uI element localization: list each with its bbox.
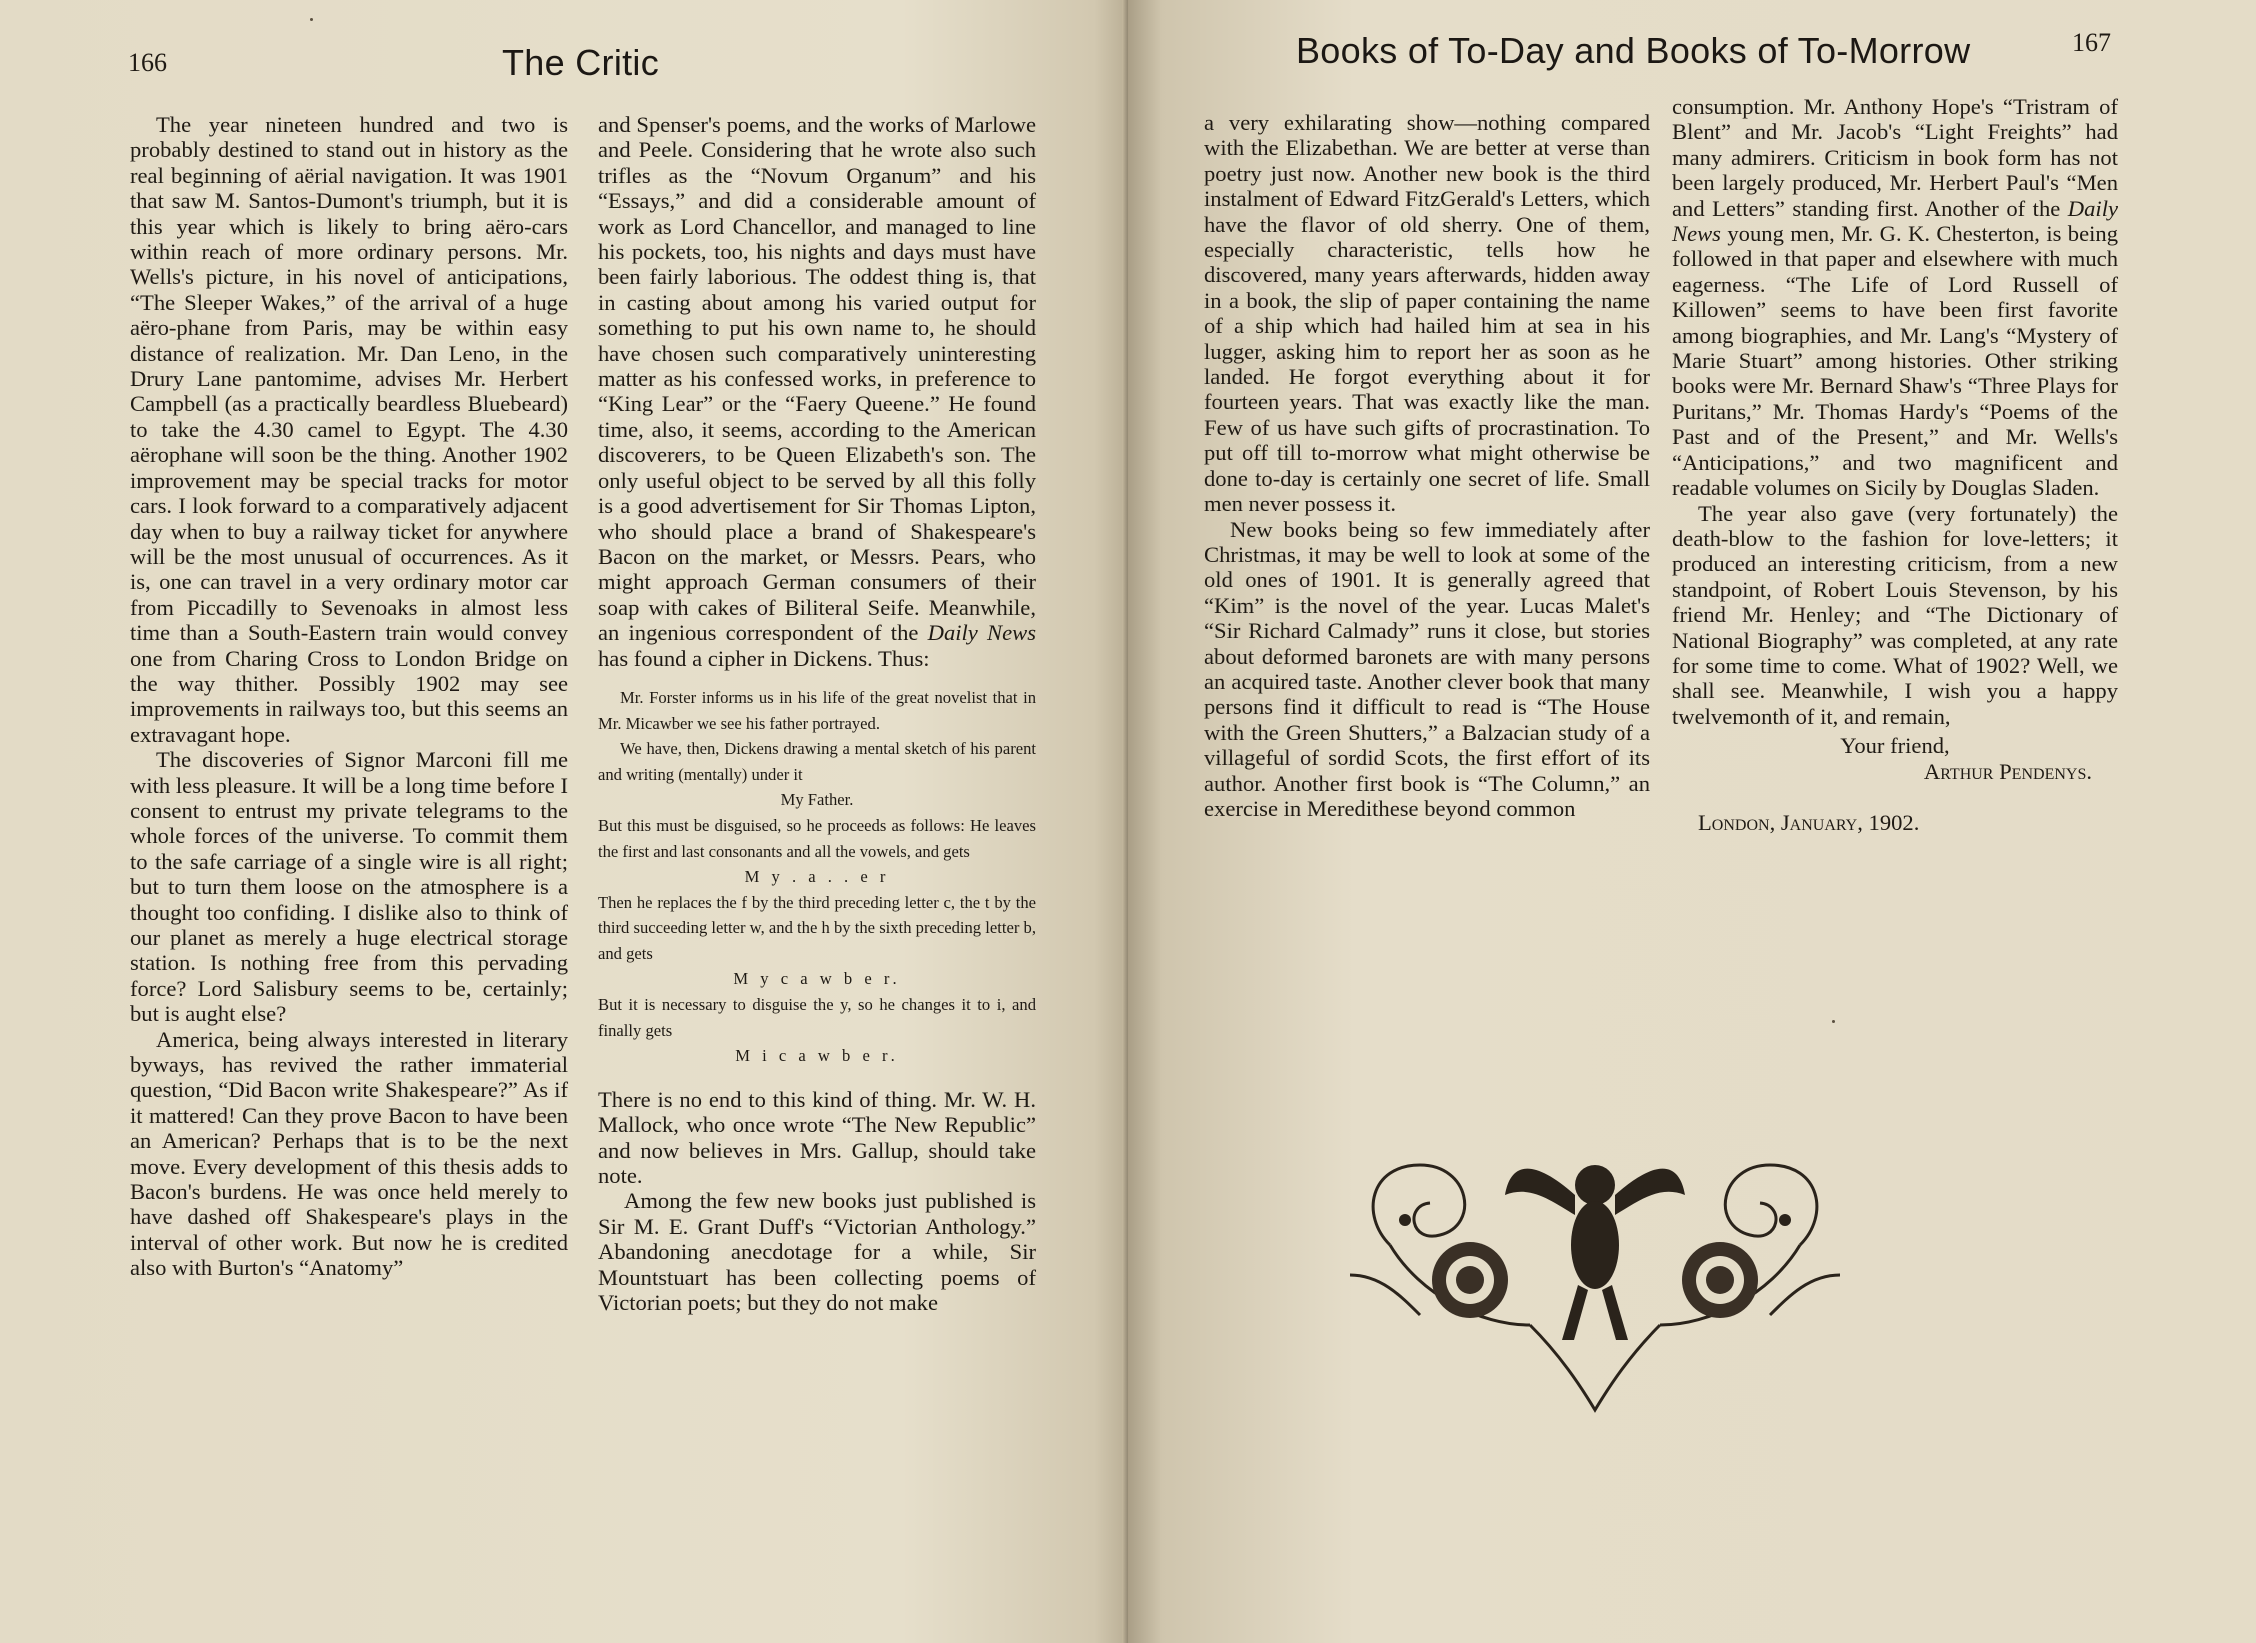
cherub-scroll-ornament-icon <box>1330 1125 1860 1415</box>
quote-paragraph: We have, then, Dickens drawing a mental sketch of his parent and writing (mentally) under it <box>598 739 1036 784</box>
paper-speck <box>310 18 313 21</box>
left-column-1 <box>130 112 568 1281</box>
dateline: London, January, 1902. <box>1698 809 1920 835</box>
quote-centered: M i c a w b e r. <box>735 1046 899 1066</box>
page-number-left: 166 <box>128 48 167 77</box>
paragraph: consumption. Mr. Anthony Hope's “Tristram of Blent” and Mr. Jacob's “Light Freights” had many admirers. Criticism in book form has not been largely produced, Mr. Herbert Paul's “Men and Letters” standing first. Another of the Daily News young men, Mr. G. K. Chesterton, is being followed in that paper and elsewhere with much eagerness. “The Life of Lord Russell of Killowen” seems to have been first favorite among biographies, and Mr. Lang's “Mystery of Marie Stuart” among histories. Other striking books were Mr. Bernard Shaw's “Three Plays for Puritans,” Mr. Thomas Hardy's “Poems of the Past and of the Present,” and Mr. Wells's “Anticipations,” and two magnificent and readable volumes on Sicily by Douglas Sladen. <box>1672 94 2118 501</box>
signature: Arthur Pendenys. <box>1923 758 2092 784</box>
paper-speck <box>1832 1020 1835 1023</box>
paragraph: The discoveries of Signor Marconi fill me with less pleasure. It will be a long time before I consent to entrust my private telegrams to the whole forces of the universe. To commit them to the safe carriage of a single wire is all right; but to turn them loose on the atmosphere is a thought too confiding. I dislike also to think of our planet as merely a huge electrical storage station. Is nothing free from this pervading force? Lord Salisbury seems to be, certainly; but is aught else? <box>130 747 568 1027</box>
quote-paragraph: Then he replaces the f by the third preceding letter c, the t by the third succeeding letter w, and the h by the sixth preceding letter b, and gets <box>598 892 1036 963</box>
page-number-right: 167 <box>2072 28 2111 57</box>
quote-paragraph: But it is necessary to disguise the y, so he changes it to i, and finally gets <box>598 995 1036 1040</box>
quote-centered: M y . a . . e r <box>744 867 890 887</box>
paragraph: New books being so few immediately after Christmas, it may be well to look at some of the old ones of 1901. It is generally agreed that “Kim” is the novel of the year. Lucas Malet's “Sir Richard Calmady” runs it close, but stories about deformed baronets are with many persons an acquired taste. Another clever book that many persons find it difficult to read is “The House with the Green Shutters,” a Balzacian study of a villageful of sordid Scots, the first effort of its author. Another first book is “The Column,” an exercise in Meredithese beyond common <box>1204 516 1650 821</box>
paragraph: Among the few new books just published is Sir M. E. Grant Duff's “Victorian Anthology.” Abandoning anecdotage for a while, Sir Mountstuart has been collecting poems of Victorian poets; but they do not make <box>598 1188 1036 1316</box>
paragraph: The year nineteen hundred and two is probably destined to stand out in history as the real beginning of aërial navigation. It was 1901 that saw M. Santos-Dumont's triumph, but it is this year which is likely to bring aëro-cars within reach of more ordinary persons. Mr. Wells's picture, in his novel of anticipations, “The Sleeper Wakes,” of the arrival of a huge aëro-phane from Paris, may be within easy distance of realization. Mr. Dan Leno, in the Drury Lane pantomime, advises Mr. Herbert Campbell (as a practically beardless Bluebeard) to take the 4.30 camel to Egypt. The 4.30 aërophane will soon be the thing. Another 1902 improvement may be special tracks for motor cars. I look forward to a comparatively adjacent day when to buy a railway ticket for anywhere will be the most unusual of occurrences. As it is, one can travel in a very ordinary motor car from Piccadilly to Sevenoaks in almost less time than a South-Eastern train would convey one from Charing Cross to London Bridge on the way thither. Possibly 1902 may see improvements in railways too, but this seems an extravagant hope. <box>130 112 568 747</box>
running-head-left: The Critic <box>502 42 660 83</box>
right-column-1 <box>1204 110 1650 821</box>
quote-centered: M y c a w b e r. <box>733 969 901 989</box>
paragraph: and Spenser's poems, and the works of Marlowe and Peele. Considering that he wrote also such trifles as the “Novum Organum” and his “Essays,” and did a considerable amount of work as Lord Chancellor, and managed to line his pockets, too, his nights and days must have been fairly laborious. The oddest thing is, that in casting about among his varied output for something to put his own name to, he should have chosen such comparatively uninteresting matter as his confessed works, in preference to “King Lear” or the “Faery Queene.” He found time, also, it seems, according to the American discoverers, to be Queen Elizabeth's son. The only useful object to be served by all this folly is a good advertisement for Sir Thomas Lipton, who should place a brand of Shakespeare's Bacon on the market, or Messrs. Pears, who might approach German consumers of their soap with cakes of Biliteral Seife. Meanwhile, an ingenious correspondent of the Daily News has found a cipher in Dickens. Thus: <box>598 112 1036 671</box>
closing: Your friend, <box>1840 733 1950 759</box>
cipher-quotation <box>598 685 1036 1069</box>
left-column-2 <box>598 112 1036 1316</box>
paragraph: There is no end to this kind of thing. Mr. W. H. Mallock, who once wrote “The New Republic” and now believes in Mrs. Gallup, should take note. <box>598 1086 1036 1189</box>
paragraph: The year also gave (very fortunately) the death-blow to the fashion for love-letters; it produced an interesting criticism, from a new standpoint, of Robert Louis Stevenson, by his friend Mr. Henley; and “The Dictionary of National Biography” was completed, at any rate for some time to come. What of 1902? Well, we shall see. Meanwhile, I wish you a happy twelvemonth of it, and remain, <box>1672 500 2118 729</box>
right-column-2 <box>1672 94 2118 835</box>
running-head-right: Books of To-Day and Books of To-Morrow <box>1296 30 1971 71</box>
quote-paragraph: Mr. Forster informs us in his life of the great novelist that in Mr. Micawber we see his father portrayed. <box>598 687 1036 733</box>
paragraph: America, being always interested in literary byways, has revived the rather immaterial question, “Did Bacon write Shakespeare?” As if it mattered! Can they prove Bacon to have been an American? Perhaps that is to be the next move. Every development of this thesis adds to Bacon's burdens. He was once held merely to have dashed off Shakespeare's plays in the interval of other work. But now he is credited also with Burton's “Anatomy” <box>130 1026 568 1281</box>
quote-paragraph: But this must be disguised, so he proceeds as follows: He leaves the first and last consonants and all the vowels, and gets <box>598 815 1036 861</box>
quote-centered: My Father. <box>780 790 854 810</box>
paragraph: a very exhilarating show—nothing compared with the Elizabethan. We are better at verse than poetry just now. Another new book is the third instalment of Edward FitzGerald's Letters, which have the flavor of old sherry. One of them, especially characteristic, tells how he discovered, many years afterwards, hidden away in a book, the slip of paper containing the name of a ship which had hailed him at sea in his lugger, asking him to report her as soon as he landed. He forgot everything about it for fourteen years. That was exactly like the man. Few of us have such gifts of procrastination. To put off till to-morrow what might otherwise be done to-day is certainly one secret of life. Small men never possess it. <box>1204 110 1650 517</box>
